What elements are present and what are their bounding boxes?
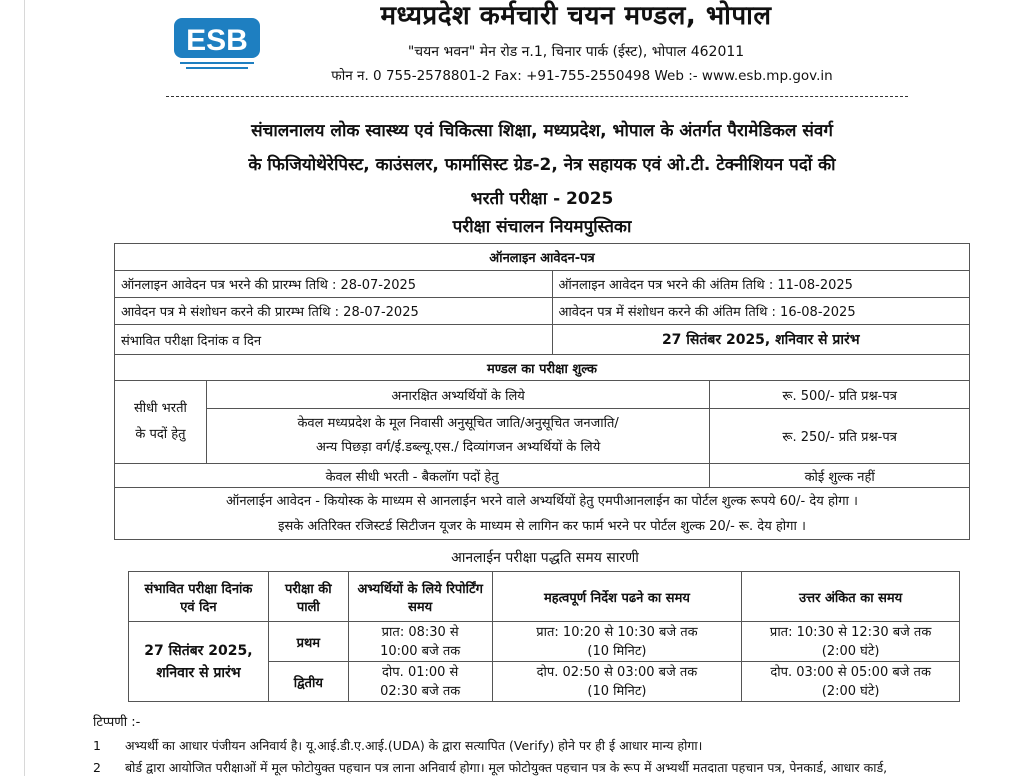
reserved-category: [206, 409, 709, 464]
portal-note: ऑनलाईन आवेदन - कियोस्क के माध्यम से आनलाईन भरने वाले अभ्यर्थियों हेतु एमपीआनलाईन का पोर्टल शुल्क रूपये 60/- देय होगा ।: [226, 493, 858, 509]
direct-label-line: सीधी भरती: [134, 401, 187, 416]
reserved-line: केवल मध्यप्रदेश के मूल निवासी अनुसूचित जाति/अनुसूचित जनजाति/: [297, 416, 619, 431]
schedule-header: संभावित परीक्षा दिनांक एवं दिन: [129, 572, 269, 622]
schedule-caption: आनलाईन परीक्षा पद्धति समय सारणी: [451, 550, 639, 566]
schedule-header: महत्वपूर्ण निर्देश पढने का समय: [492, 572, 742, 622]
notes-heading: टिप्पणी :-: [93, 715, 141, 730]
correction-start-date: आवेदन पत्र मे संशोधन करने की प्रारम्भ तिथि : 28-07-2025: [115, 298, 553, 325]
time-line: (10 मिनिट): [587, 643, 647, 659]
time-line: दोप. 01:00 से: [382, 664, 459, 680]
time-line: (2:00 घंटे): [821, 683, 880, 699]
header-divider: [166, 96, 908, 97]
answer-time: [742, 662, 960, 702]
esb-logo: [172, 14, 262, 72]
correction-end-date: आवेदन पत्र में संशोधन करने की अंतिम तिथि : 16-08-2025: [552, 298, 970, 325]
schedule-table: [128, 571, 960, 702]
instruction-time: [492, 622, 742, 662]
note-item: [93, 737, 702, 754]
schedule-header: उत्तर अंकित का समय: [742, 572, 960, 622]
note-number: 1: [93, 738, 101, 753]
application-end-date: ऑनलाइन आवेदन पत्र भरने की अंतिम तिथि : 11-08-2025: [552, 271, 970, 298]
note-number: 2: [93, 760, 101, 775]
online-form-heading: ऑनलाइन आवेदन-पत्र: [115, 244, 970, 271]
title-line: भरती परीक्षा - 2025: [470, 189, 614, 209]
backlog-category: केवल सीधी भरती - बैकलॉग पदों हेतु: [115, 464, 710, 488]
time-line: प्रात: 10:30 से 12:30 बजे तक: [769, 624, 932, 640]
board-address: "चयन भवन" मेन रोड न.1, चिनार पार्क (ईस्ट), भोपाल 462011: [407, 44, 745, 60]
schedule-date-line: शनिवार से प्रारंभ: [156, 664, 241, 681]
time-line: 10:00 बजे तक: [380, 643, 461, 659]
backlog-fee: कोई शुल्क नहीं: [710, 464, 970, 488]
title-line: संचालनालय लोक स्वास्थ्य एवं चिकित्सा शिक्षा, मध्यप्रदेश, भोपाल के अंतर्गत पैरामेडिकल संवर्ग: [251, 121, 833, 141]
instruction-time: [492, 662, 742, 702]
time-line: (10 मिनिट): [587, 683, 647, 699]
time-line: दोप. 02:50 से 03:00 बजे तक: [536, 664, 698, 680]
shift-cell: द्वितीय: [268, 662, 348, 702]
schedule-header: अभ्यर्थियों के लिये रिपोर्टिंग समय: [348, 572, 492, 622]
application-fee-table: [114, 243, 970, 540]
direct-label-line: के पदों हेतु: [135, 427, 186, 442]
board-contact: फोन न. 0 755-2578801-2 Fax: +91-755-2550498 Web :- www.esb.mp.gov.in: [331, 68, 833, 84]
schedule-date-line: 27 सितंबर 2025,: [144, 642, 253, 659]
direct-recruitment-label: [115, 381, 207, 464]
portal-fee-notes: [115, 488, 970, 540]
unreserved-category: अनारक्षित अभ्यर्थियों के लिये: [206, 381, 709, 409]
title-line: के फिजियोथेरेपिस्ट, काउंसलर, फार्मासिस्ट ग्रेड-2, नेत्र सहायक एवं ओ.टी. टेक्नीशियन पदों की: [248, 155, 836, 175]
fee-heading: मण्डल का परीक्षा शुल्क: [115, 355, 970, 381]
time-line: (2:00 घंटे): [821, 643, 880, 659]
note-text: बोर्ड द्वारा आयोजित परीक्षाओं में मूल फोटोयुक्त पहचान पत्र लाना अनिवार्य होगा। मूल फोटोयुक्त पहचान पत्र के रूप में अभ्यर्थी मतदाता पहचान पत्र, पेनकार्ड, आधार कार्ड,: [125, 760, 888, 775]
exam-date-label: संभावित परीक्षा दिनांक व दिन: [115, 325, 553, 355]
logo-text: ESB: [186, 24, 248, 57]
application-start-date: ऑनलाइन आवेदन पत्र भरने की प्रारम्भ तिथि : 28-07-2025: [115, 271, 553, 298]
note-item: [93, 759, 887, 776]
reserved-line: अन्य पिछड़ा वर्ग/ई.डब्ल्यू.एस./ दिव्यांगजन अभ्यर्थियों के लिये: [315, 440, 601, 455]
reporting-time: [348, 662, 492, 702]
reserved-fee: रू. 250/- प्रति प्रश्न-पत्र: [710, 409, 970, 464]
shift-cell: प्रथम: [268, 622, 348, 662]
page-margin-line: [24, 0, 25, 776]
document-subtitle: परीक्षा संचालन नियमपुस्तिका: [452, 217, 632, 237]
board-title: मध्यप्रदेश कर्मचारी चयन मण्डल, भोपाल: [380, 1, 772, 31]
portal-note: इसके अतिरिक्त रजिस्टर्ड सिटीजन यूजर के माध्यम से लागिन कर फार्म भरने पर पोर्टल शुल्क 20/- रू. देय होगा ।: [278, 518, 806, 534]
schedule-header: परीक्षा की पाली: [268, 572, 348, 622]
unreserved-fee: रू. 500/- प्रति प्रश्न-पत्र: [710, 381, 970, 409]
schedule-date: [129, 622, 269, 702]
time-line: प्रात: 08:30 से: [381, 624, 459, 640]
time-line: प्रात: 10:20 से 10:30 बजे तक: [536, 624, 698, 640]
document-title: [112, 114, 972, 216]
answer-time: [742, 622, 960, 662]
time-line: 02:30 बजे तक: [380, 683, 461, 699]
reporting-time: [348, 622, 492, 662]
time-line: दोप. 03:00 से 05:00 बजे तक: [770, 664, 931, 680]
note-text: अभ्यर्थी का आधार पंजीयन अनिवार्य है। यू.आई.डी.ए.आई.(UDA) के द्वारा सत्यापित (Verify) होने पर ही ई आधार मान्य होगा।: [125, 738, 703, 753]
exam-date-value: 27 सितंबर 2025, शनिवार से प्रारंभ: [552, 325, 970, 355]
